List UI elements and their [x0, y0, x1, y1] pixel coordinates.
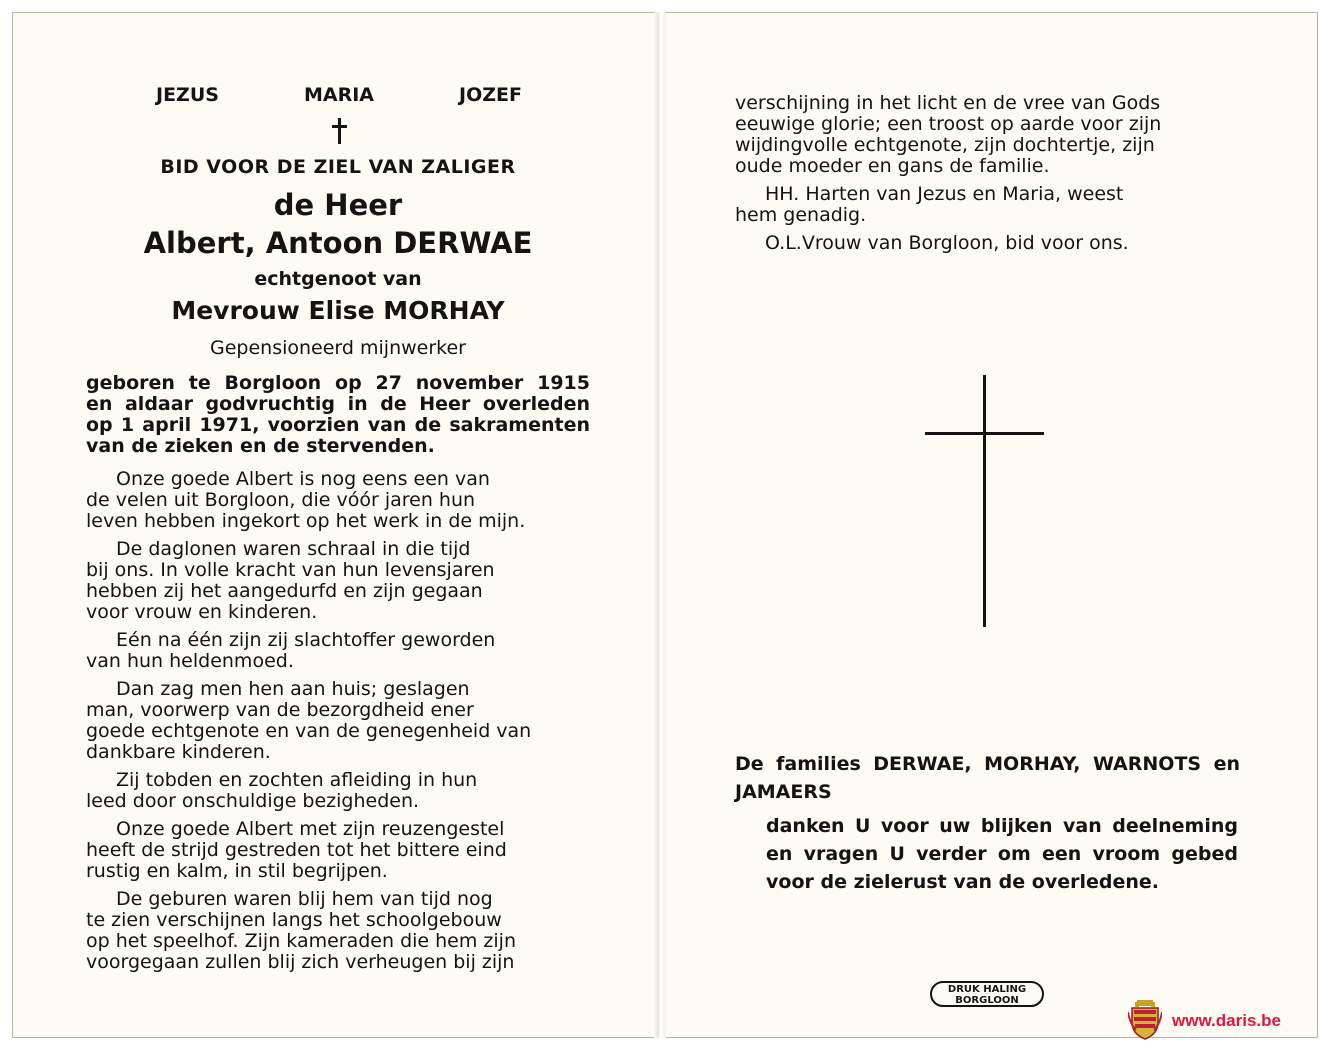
thanks-line: danken U voor uw blijken van deelneming [766, 815, 1238, 837]
prayer-heading: BID VOOR DE ZIEL VAN ZALIGER [160, 156, 516, 178]
name-jezus: JEZUS [156, 84, 219, 106]
text-line: HH. Harten van Jezus en Maria, weest [765, 183, 1124, 205]
text-line: goede echtgenote en van de genegenheid van [86, 720, 532, 742]
text-line: De daglonen waren schraal in die tijd [116, 538, 471, 560]
occupation: Gepensioneerd mijnwerker [210, 337, 466, 359]
bio-line: geboren te Borgloon op 27 november 1915 [86, 372, 590, 394]
text-line: voorgegaan zullen blij zich verheugen bij zijn [86, 951, 515, 973]
text-line: O.L.Vrouw van Borgloon, bid voor ons. [765, 232, 1129, 254]
text-line: leven hebben ingekort op het werk in de mijn. [86, 510, 526, 532]
text-line: te zien verschijnen langs het schoolgebouw [86, 909, 502, 931]
families-line: De families DERWAE, MORHAY, WARNOTS en [735, 753, 1240, 775]
text-line: bij ons. In volle kracht van hun levensjaren [86, 559, 495, 581]
text-line: oude moeder en gans de familie. [735, 155, 1050, 177]
printer-name: DRUK HALING [947, 984, 1027, 995]
large-cross-bar [925, 432, 1044, 435]
bio-line: op 1 april 1971, voorzien van de sakramenten [86, 414, 590, 436]
name-jozef: JOZEF [459, 84, 522, 106]
text-line: dankbare kinderen. [86, 741, 271, 763]
thanks-text [766, 812, 1238, 896]
holy-names [86, 84, 590, 110]
bio-line: en aldaar godvruchtig in de Heer overleden [86, 393, 590, 415]
text-line: op het speelhof. Zijn kameraden die hem zijn [86, 930, 516, 952]
text-line: hebben zij het aangedurfd en zijn gegaan [86, 580, 483, 602]
thanks-line: en vragen U verder om een vroom gebed [766, 843, 1238, 865]
small-cross-icon [338, 118, 341, 144]
text-line: leed door onschuldige bezigheden. [86, 790, 420, 812]
card-fold [654, 12, 666, 1038]
large-cross-icon [983, 375, 986, 627]
text-line: hem genadig. [735, 204, 867, 226]
printer-city: BORGLOON [955, 995, 1019, 1006]
spouse-name: Mevrouw Elise MORHAY [171, 296, 505, 325]
text-line: Onze goede Albert is nog eens een van [116, 468, 490, 490]
relation-label: echtgenoot van [254, 268, 422, 290]
text-line: heeft de strijd gestreden tot het bittere eind [86, 839, 507, 861]
text-line: verschijning in het licht en de vree van Gods [735, 92, 1161, 114]
deceased-name: Albert, Antoon DERWAE [143, 226, 533, 260]
printer-stamp [930, 981, 1044, 1007]
watermark-link[interactable]: www.daris.be [1172, 1011, 1281, 1030]
right-page [735, 86, 1239, 261]
text-line: Zij tobden en zochten afleiding in hun [116, 769, 478, 791]
title-de-heer: de Heer [273, 188, 403, 222]
family-acknowledgement [735, 750, 1240, 806]
text-line: voor vrouw en kinderen. [86, 601, 318, 623]
name-maria: MARIA [304, 84, 375, 106]
text-line: Dan zag men hen aan huis; geslagen [116, 678, 470, 700]
eulogy-continuation [735, 93, 1239, 254]
birth-death-details [86, 373, 590, 457]
thanks-line: voor de zielerust van de overledene. [766, 871, 1159, 893]
text-line: eeuwige glorie; een troost op aarde voor zijn [735, 113, 1162, 135]
families-line: JAMAERS [735, 781, 832, 803]
text-line: wijdingvolle echtgenote, zijn dochtertje, zijn [735, 134, 1155, 156]
coat-of-arms-icon [1128, 1000, 1162, 1040]
text-line: man, voorwerp van de bezorgdheid ener [86, 699, 474, 721]
text-line: De geburen waren blij hem van tijd nog [116, 888, 493, 910]
text-line: Onze goede Albert met zijn reuzengestel [116, 818, 505, 840]
text-line: de velen uit Borgloon, die vóór jaren hun [86, 489, 476, 511]
text-line: rustig en kalm, in stil begrijpen. [86, 860, 388, 882]
bio-line: van de zieken en de stervenden. [86, 435, 435, 457]
eulogy-text [86, 469, 590, 973]
left-page [86, 84, 590, 980]
text-line: van hun heldenmoed. [86, 650, 294, 672]
text-line: Eén na één zijn zij slachtoffer geworden [116, 629, 496, 651]
